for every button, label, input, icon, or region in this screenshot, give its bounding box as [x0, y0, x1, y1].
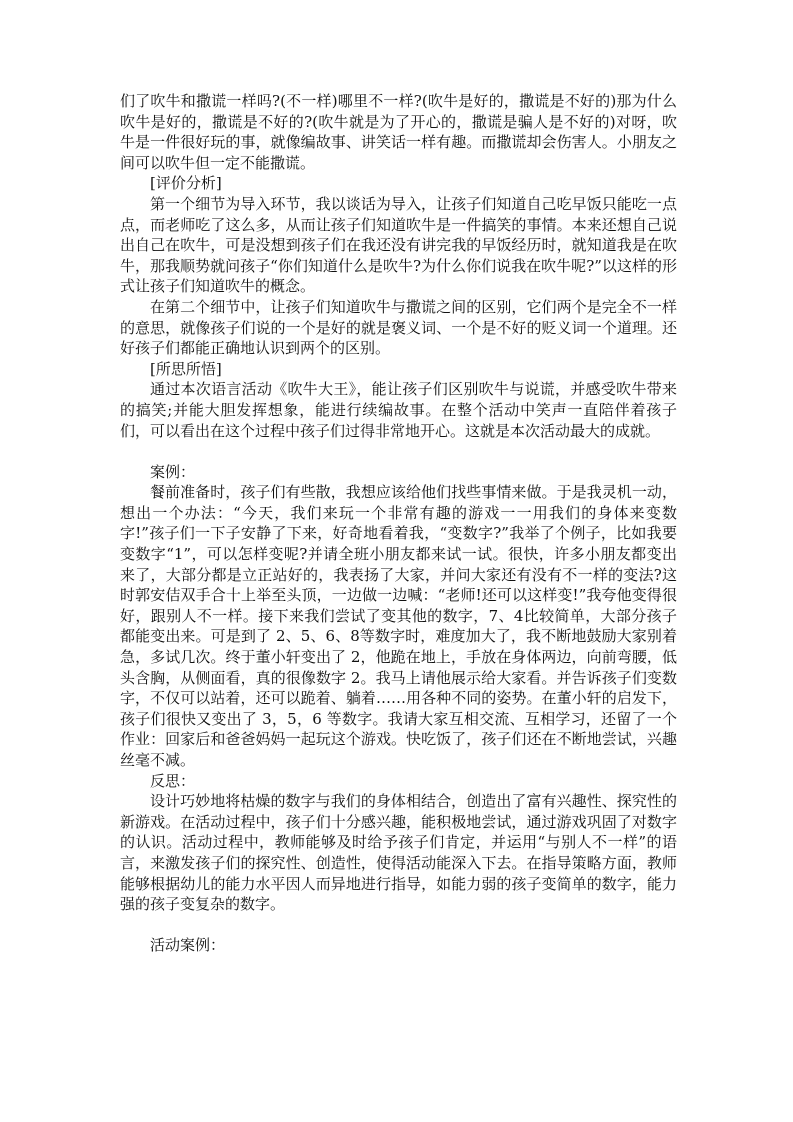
evaluation-paragraph-1: 第一个细节为导入环节，我以谈话为导入，让孩子们知道自己吃早饭只能吃一点点，而老师吃了这么多，从而让孩子们知道吹牛是一件搞笑的事情。本来还想自己说出自己在吹牛，可是没想到孩子们在我还没有讲完我的早饭经历时，就知道我是在吹牛，那我顺势就问孩子“你们知道什么是吹牛?为什么你们说我在吹牛呢?”以这样的形式让孩子们知道吹牛的概念。	[120, 194, 677, 296]
evaluation-heading: [评价分析]	[150, 174, 222, 193]
blank-line	[120, 915, 677, 936]
case-heading: 案例：	[150, 462, 196, 481]
blank-line	[120, 441, 677, 462]
evaluation-paragraph-2: 在第二个细节中，让孩子们知道吹牛与撒谎之间的区别，它们两个是完全不一样的意思，就像孩子们说的一个是好的就是褒义词、一个是不好的贬义词一个道理。还好孩子们都能正确地认识到两个的区别。	[120, 297, 677, 358]
reflect-paragraph: 设计巧妙地将枯燥的数字与我们的身体相结合，创造出了富有兴趣性、探究性的新游戏。在活动过程中，孩子们十分感兴趣，能积极地尝试，通过游戏巩固了对数字的认识。活动过程中，教师能够及时给予孩子们肯定，并运用“与别人不一样”的语言，来激发孩子们的探究性、创造性，使得活动能深入下去。在指导策略方面，教师能够根据幼儿的能力水平因人而异地进行指导，如能力弱的孩子变简单的数字，能力强的孩子变复杂的数字。	[120, 792, 677, 914]
reflection-heading: [所思所悟]	[150, 359, 222, 378]
document-page	[120, 91, 677, 956]
case-paragraph: 餐前准备时，孩子们有些散，我想应该给他们找些事情来做。于是我灵机一动，想出一个办法：“今天，我们来玩一个非常有趣的游戏一一用我们的身体来变数字!”孩子们一下子安静了下来，好奇地看着我，“变数字?”我举了个例子，比如我要变数字“1”，可以怎样变呢?并请全班小朋友都来试一试。很快，许多小朋友都变出来了，大部分都是立正站好的，我表扬了大家，并问大家还有没有不一样的变法?这时郭安佶双手合十上举至头顶，一边做一边喊：“老师!还可以这样变!”我夸他变得很好，跟别人不一样。接下来我们尝试了变其他的数字，7、4比较简单，大部分孩子都能变出来。可是到了 2、5、6、8等数字时，难度加大了，我不断地鼓励大家别着急，多试几次。终于董小轩变出了 2，他跪在地上，手放在身体两边，向前弯腰，低头含胸，从侧面看，真的很像数字 2。我马上请他展示给大家看。并告诉孩子们变数字，不仅可以站着，还可以跪着、躺着……用各种不同的姿势。在董小轩的启发下，孩子们很快又变出了 3，5，6 等数字。我请大家互相交流、互相学习，还留了一个作业：回家后和爸爸妈妈一起玩这个游戏。快吃饭了，孩子们还在不断地尝试，兴趣丝毫不减。	[120, 483, 677, 769]
continued-paragraph: 们了吹牛和撒谎一样吗?(不一样)哪里不一样?(吹牛是好的，撒谎是不好的)那为什么吹牛是好的，撒谎是不好的?(吹牛就是为了开心的，撒谎是骗人是不好的)对呀，吹牛是一件很好玩的事，就像编故事、讲笑话一样有趣。而撒谎却会伤害人。小朋友之间可以吹牛但一定不能撒谎。	[120, 92, 677, 172]
reflection-paragraph: 通过本次语言活动《吹牛大王》，能让孩子们区别吹牛与说谎，并感受吹牛带来的搞笑;并能大胆发挥想象，能进行续编故事。在整个活动中笑声一直陪伴着孩子们，可以看出在这个过程中孩子们过得非常地开心。这就是本次活动最大的成就。	[120, 380, 677, 440]
reflect-heading: 反思：	[150, 771, 196, 790]
activity-case-heading: 活动案例：	[150, 936, 226, 955]
